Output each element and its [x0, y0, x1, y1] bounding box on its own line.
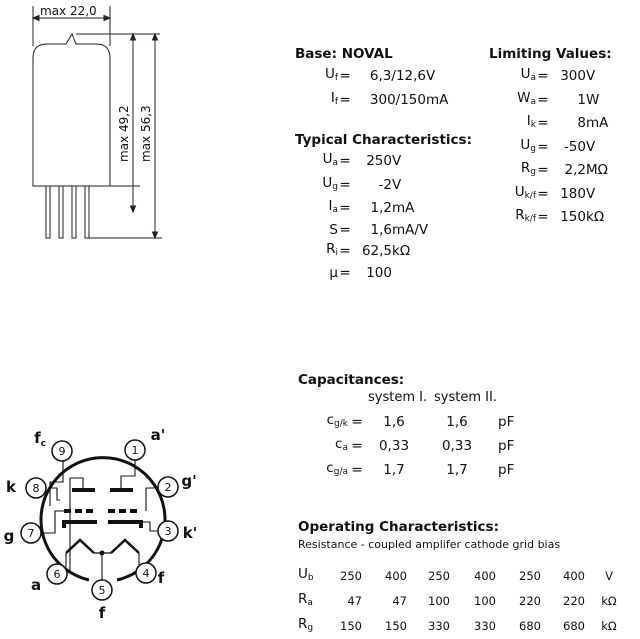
- operating-symbol: [298, 589, 326, 614]
- typical-unit: mA: [392, 200, 415, 216]
- pin-6-label: a: [30, 576, 42, 594]
- operating-value: 100: [474, 594, 496, 608]
- capacitance-unit: pF: [498, 438, 515, 454]
- operating-heading: Operating Characteristics:: [298, 519, 499, 535]
- limiting-value: 300: [560, 68, 586, 84]
- limiting-row: [498, 65, 624, 89]
- pin-6-number: 6: [53, 568, 61, 581]
- symbol-main: c: [326, 412, 335, 428]
- base-value: 6,3/12,6: [369, 68, 426, 84]
- pin-9-number: 9: [58, 445, 66, 458]
- symbol-main: U: [324, 66, 335, 82]
- symbol-subscript: g: [332, 181, 338, 192]
- limiting-row: [498, 159, 624, 183]
- pin-4-number: 4: [142, 567, 150, 580]
- symbol-subscript: i: [335, 248, 338, 258]
- limiting-symbol: [498, 159, 536, 183]
- pinout-diagram: [0, 420, 205, 620]
- limiting-value: -50: [563, 138, 586, 155]
- symbol-subscript: k/f: [524, 214, 536, 224]
- operating-symbol: [298, 614, 326, 639]
- equals-sign: =: [339, 264, 351, 281]
- equals-sign: =: [351, 438, 363, 454]
- symbol-subscript: k: [530, 120, 536, 130]
- symbol-main: R: [515, 207, 525, 223]
- pin-2-label: g': [181, 472, 197, 490]
- equals-sign: =: [537, 209, 549, 225]
- symbol-subscript: g: [530, 167, 536, 177]
- symbol-main: I: [330, 89, 335, 106]
- symbol-subscript: g: [530, 143, 536, 154]
- operating-value: 220: [563, 594, 585, 608]
- symbol-subscript: f: [334, 96, 338, 107]
- equals-sign: =: [339, 68, 351, 84]
- equals-sign: =: [339, 91, 351, 108]
- capacitances-col2-header: system II.: [434, 390, 497, 405]
- base-table: [310, 65, 466, 112]
- symbol-subscript: g: [307, 623, 314, 633]
- symbol-subscript: a: [332, 158, 338, 168]
- pin-4-label: f: [157, 569, 165, 587]
- typical-unit: V: [392, 176, 402, 193]
- equals-sign: =: [537, 138, 549, 155]
- base-row: [310, 65, 466, 89]
- pin-5-number: 5: [98, 584, 106, 597]
- operating-subtitle: Resistance - coupled amplifer cathode grid bias: [298, 538, 561, 551]
- equals-sign: =: [339, 243, 351, 259]
- operating-value: 250: [428, 569, 450, 583]
- symbol-subscript: b: [307, 573, 314, 583]
- capacitance-system2-value: 0,33: [441, 438, 473, 454]
- typical-unit: mA/V: [392, 221, 429, 238]
- symbol-main: I: [526, 113, 531, 129]
- typical-value: 62,5: [361, 243, 392, 259]
- operating-value: 250: [519, 569, 541, 583]
- capacitance-row: [308, 458, 530, 482]
- equals-sign: =: [351, 462, 363, 478]
- capacitance-symbol: [308, 434, 350, 458]
- base-heading: Base: NOVAL: [295, 46, 393, 62]
- limiting-value: 2,2: [564, 162, 586, 178]
- height-label-2: max 56,3: [139, 105, 153, 162]
- pin-3-number: 3: [164, 525, 172, 538]
- typical-symbol: [310, 240, 338, 264]
- typical-unit: kΩ: [392, 243, 411, 259]
- symbol-main: c: [335, 436, 343, 452]
- operating-value: 47: [347, 594, 362, 608]
- typical-row: [310, 240, 436, 264]
- symbol-main: U: [298, 566, 308, 582]
- limiting-value: 8: [577, 115, 586, 131]
- limiting-unit: V: [586, 68, 596, 84]
- capacitance-system1-value: 1,7: [383, 462, 405, 478]
- limiting-unit: W: [586, 91, 600, 108]
- equals-sign: =: [537, 185, 549, 202]
- symbol-main: R: [520, 160, 531, 176]
- typical-table: [310, 150, 436, 283]
- limiting-unit: MΩ: [586, 162, 608, 178]
- equals-sign: =: [339, 153, 351, 169]
- pin-7-number: 7: [27, 527, 35, 540]
- symbol-subscript: a: [342, 443, 348, 453]
- typical-row: [310, 221, 436, 241]
- typical-value: 1,6: [370, 221, 392, 238]
- base-row: [310, 89, 466, 113]
- operating-value: 400: [385, 569, 407, 583]
- tube-dimension-drawing: [0, 0, 175, 250]
- limiting-unit: V: [586, 185, 596, 202]
- typical-symbol: [310, 174, 338, 198]
- limiting-value: 150: [560, 209, 586, 225]
- symbol-main: R: [298, 591, 308, 607]
- symbol-subscript: g/a: [333, 467, 348, 477]
- limiting-symbol: [498, 89, 536, 113]
- equals-sign: =: [339, 200, 351, 216]
- symbol-subscript: a: [332, 205, 338, 215]
- typical-value: 1,2: [370, 200, 392, 216]
- limiting-row: [498, 136, 624, 160]
- symbol-subscript: a: [530, 96, 536, 107]
- operating-value: 150: [340, 619, 362, 633]
- capacitance-system2-value: 1,7: [446, 462, 468, 478]
- operating-value: 250: [340, 569, 362, 583]
- base-symbol: [310, 89, 338, 113]
- limiting-symbol: [498, 65, 536, 89]
- symbol-main: U: [520, 136, 531, 153]
- typical-value: -2: [378, 176, 392, 193]
- equals-sign: =: [351, 414, 363, 430]
- capacitance-system1-value: 1,6: [383, 414, 405, 430]
- symbol-subscript: f: [334, 73, 338, 83]
- typical-symbol: [310, 264, 338, 284]
- operating-value: 680: [563, 619, 585, 633]
- operating-value: 330: [428, 619, 450, 633]
- symbol-main: c: [326, 460, 334, 476]
- limiting-row: [498, 183, 624, 207]
- typical-row: [310, 150, 436, 174]
- capacitance-row: [308, 434, 530, 458]
- capacitance-system2-value: 1,6: [446, 414, 468, 430]
- limiting-value: 1: [577, 91, 586, 108]
- limiting-unit: mA: [586, 115, 609, 131]
- limiting-row: [498, 206, 624, 230]
- pin-8-label: k: [6, 478, 16, 496]
- limiting-row: [498, 112, 624, 136]
- operating-value: 330: [474, 619, 496, 633]
- equals-sign: =: [537, 91, 549, 108]
- equals-sign: =: [537, 68, 549, 84]
- pin-9-label-main: f: [34, 429, 41, 447]
- operating-value: 400: [563, 569, 585, 583]
- symbol-subscript: g/k: [334, 419, 348, 429]
- limiting-unit: V: [586, 138, 596, 155]
- typical-symbol: [310, 197, 338, 221]
- symbol-main: R: [298, 616, 308, 632]
- typical-row: [310, 174, 436, 198]
- capacitances-col1-header: system I.: [368, 390, 428, 405]
- limiting-value: 180: [560, 185, 586, 202]
- operating-table: [298, 564, 633, 639]
- symbol-subscript: k/f: [524, 190, 536, 201]
- capacitance-unit: pF: [498, 462, 515, 478]
- limiting-symbol: [498, 183, 536, 207]
- operating-unit: V: [605, 569, 613, 583]
- typical-heading: Typical Characteristics:: [295, 132, 472, 148]
- capacitance-system1-value: 0,33: [378, 438, 410, 454]
- capacitance-row: [308, 410, 530, 434]
- symbol-main: μ: [329, 264, 338, 281]
- symbol-main: R: [326, 241, 336, 257]
- operating-value: 400: [474, 569, 496, 583]
- capacitances-heading: Capacitances:: [298, 372, 405, 388]
- capacitance-unit: pF: [498, 414, 515, 430]
- symbol-subscript: a: [530, 73, 536, 83]
- limiting-row: [498, 89, 624, 113]
- limiting-heading: Limiting Values:: [489, 46, 612, 62]
- pin-3-label: k': [182, 524, 198, 542]
- operating-row: [298, 589, 633, 614]
- typical-value: 100: [366, 264, 392, 281]
- symbol-main: S: [329, 221, 338, 238]
- pin-1-label: a': [150, 426, 166, 444]
- capacitance-symbol: [308, 458, 350, 482]
- limiting-unit: kΩ: [586, 209, 605, 225]
- operating-row: [298, 614, 633, 639]
- symbol-subscript: a: [307, 598, 313, 608]
- pin-9-label-sub: c: [40, 439, 46, 449]
- base-unit: mA: [426, 91, 449, 108]
- base-unit: V: [426, 68, 436, 84]
- pin-2-number: 2: [164, 481, 172, 494]
- symbol-main: U: [514, 183, 525, 200]
- operating-row: [298, 564, 633, 589]
- capacitance-symbol: [308, 410, 350, 434]
- typical-symbol: [310, 150, 338, 174]
- base-value: 300/150: [369, 91, 426, 108]
- symbol-main: U: [322, 174, 333, 191]
- pin-1-number: 1: [131, 444, 139, 457]
- operating-value: 100: [428, 594, 450, 608]
- operating-unit: kΩ: [601, 594, 617, 608]
- typical-value: 250: [366, 153, 392, 169]
- typical-row: [310, 264, 436, 284]
- pin-9-label: [34, 429, 46, 449]
- width-label: max 22,0: [40, 4, 97, 18]
- operating-symbol: [298, 564, 326, 589]
- equals-sign: =: [339, 176, 351, 193]
- typical-symbol: [310, 221, 338, 241]
- symbol-main: W: [517, 89, 531, 106]
- pin-8-number: 8: [32, 482, 40, 495]
- height-label-1: max 49,2: [117, 105, 131, 162]
- operating-value: 150: [385, 619, 407, 633]
- typical-unit: [392, 264, 436, 284]
- pin-7-label: g: [3, 527, 15, 545]
- limiting-symbol: [498, 136, 536, 160]
- operating-unit: kΩ: [601, 619, 617, 633]
- symbol-main: U: [322, 151, 333, 167]
- pin-5-label: f: [98, 604, 106, 620]
- symbol-main: I: [328, 198, 333, 214]
- equals-sign: =: [339, 221, 351, 238]
- typical-row: [310, 197, 436, 221]
- typical-unit: V: [392, 153, 402, 169]
- base-symbol: [310, 65, 338, 89]
- capacitances-table: [308, 410, 530, 482]
- operating-value: 47: [392, 594, 407, 608]
- limiting-symbol: [498, 112, 536, 136]
- equals-sign: =: [537, 162, 549, 178]
- limiting-table: [498, 65, 624, 230]
- operating-value: 680: [519, 619, 541, 633]
- operating-value: 220: [519, 594, 541, 608]
- symbol-main: U: [520, 66, 531, 82]
- limiting-symbol: [498, 206, 536, 230]
- equals-sign: =: [537, 115, 549, 131]
